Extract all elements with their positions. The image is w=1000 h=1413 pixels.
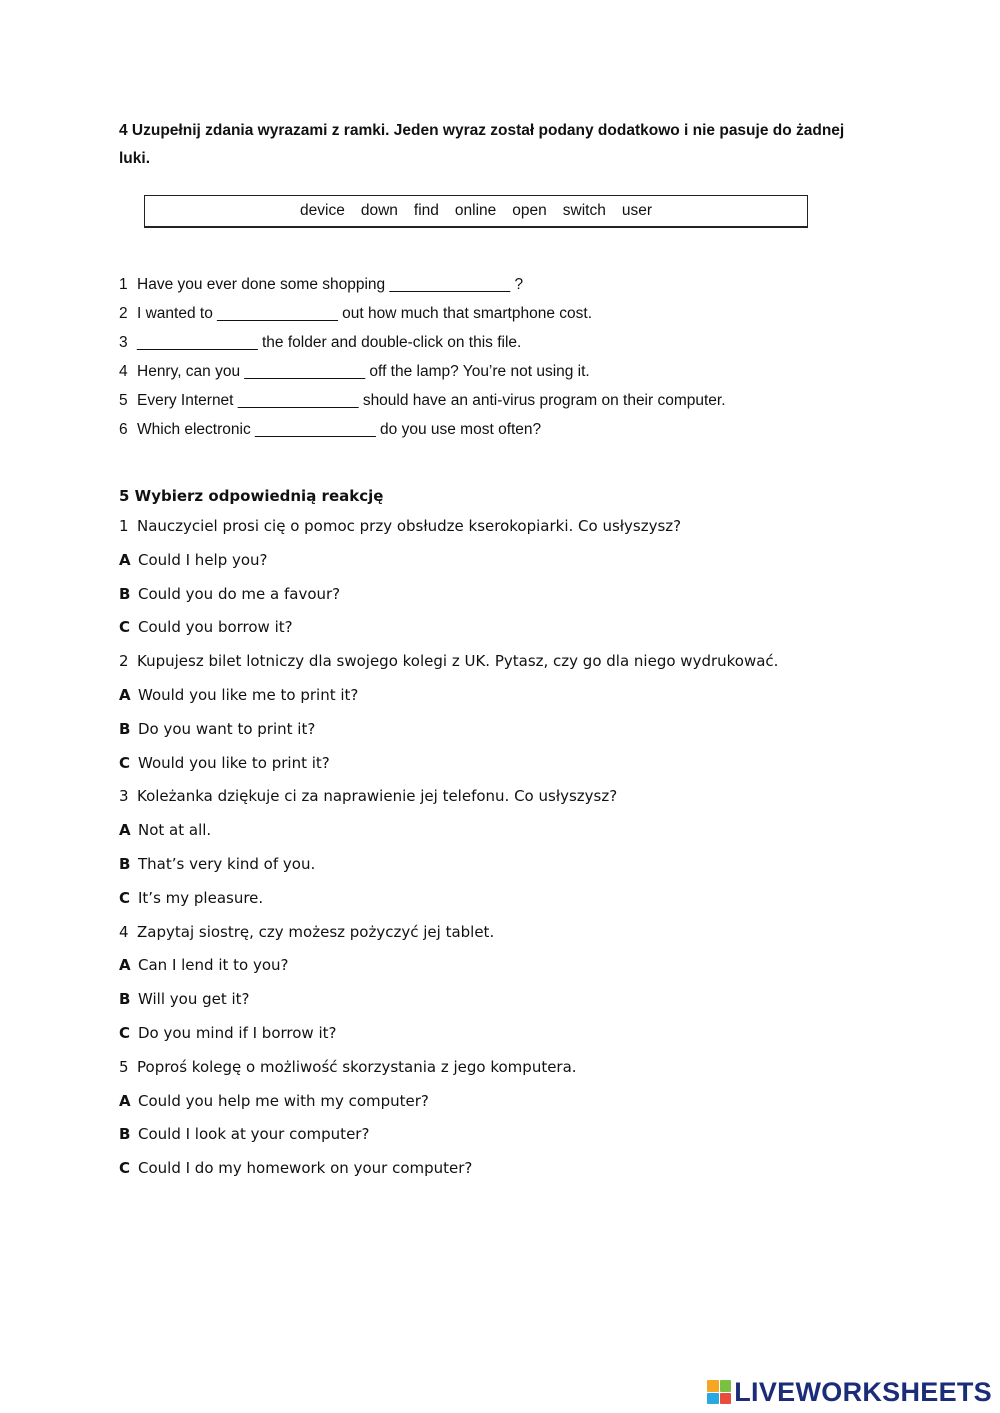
option-text: Do you mind if I borrow it? (138, 1023, 337, 1042)
gap-fill-blank[interactable]: ______________ (237, 392, 359, 409)
answer-option[interactable] (119, 814, 919, 848)
question-number: 1 (119, 517, 129, 535)
answer-option[interactable] (119, 544, 919, 578)
sentence-text-after: out how much that smartphone cost. (342, 305, 592, 322)
option-label: C (119, 618, 131, 637)
answer-option[interactable] (119, 679, 919, 713)
gap-fill-blank[interactable]: ______________ (137, 334, 258, 351)
option-label: B (119, 1125, 131, 1144)
option-text: Would you like to print it? (138, 753, 330, 772)
gap-fill-blank[interactable]: ______________ (255, 421, 376, 438)
question-number: 5 (119, 1057, 129, 1076)
answer-option[interactable] (119, 1017, 919, 1051)
question-text: Koleżanka dziękuje ci za naprawienie jej telefonu. Co usłyszysz? (137, 787, 618, 806)
sentence-number: 5 (119, 392, 128, 409)
answer-option[interactable] (119, 1152, 919, 1186)
word-box-word: open (512, 202, 547, 219)
question-number: 3 (119, 787, 129, 806)
exercise-4-heading: 4 Uzupełnij zdania wyrazami z ramki. Jeden wyraz został podany dodatkowo i nie pasuje do żadnej luki. (119, 122, 845, 167)
option-text: Could I do my homework on your computer? (138, 1159, 473, 1178)
answer-option[interactable] (119, 1085, 919, 1119)
question-prompt (119, 510, 919, 544)
option-label: A (119, 550, 131, 569)
option-label: B (119, 584, 131, 603)
answer-option[interactable] (119, 983, 919, 1017)
answer-option[interactable] (119, 611, 919, 645)
word-box-word: device (300, 202, 345, 219)
option-text: Can I lend it to you? (138, 956, 289, 975)
question-text: Poproś kolegę o możliwość skorzystania z jego komputera. (137, 1057, 577, 1076)
option-text: Will you get it? (138, 990, 250, 1009)
answer-option[interactable] (119, 1118, 919, 1152)
option-label: C (119, 1159, 131, 1178)
option-label: A (119, 821, 131, 840)
sentence-text-before: Every Internet (137, 392, 234, 409)
sentence-text-after: ? (514, 276, 524, 293)
answer-option[interactable] (119, 578, 919, 612)
option-text: Could you help me with my computer? (138, 1091, 429, 1110)
sentence-item (119, 386, 879, 415)
question-prompt (119, 645, 919, 679)
liveworksheets-logo-icon (707, 1380, 731, 1404)
answer-option[interactable] (119, 848, 919, 882)
option-label: A (119, 685, 131, 704)
liveworksheets-brand[interactable] (707, 1377, 992, 1407)
option-text: Could you do me a favour? (138, 584, 341, 603)
question-number: 4 (119, 922, 129, 941)
sentence-number: 6 (119, 421, 128, 438)
sentence-number: 4 (119, 363, 128, 380)
question-prompt (119, 1051, 919, 1085)
gap-fill-blank[interactable]: ______________ (244, 363, 366, 380)
sentence-item (119, 328, 879, 357)
option-text: Would you like me to print it? (138, 685, 359, 704)
option-label: B (119, 854, 131, 873)
sentence-text-before: Which electronic (137, 421, 251, 438)
sentence-item (119, 270, 879, 299)
sentence-text-after: the folder and double-click on this file. (262, 334, 522, 351)
question-prompt (119, 780, 919, 814)
logo-square (707, 1380, 719, 1392)
word-box-word: down (360, 202, 398, 219)
exercise-5-heading: 5 Wybierz odpowiednią reakcję (119, 487, 384, 505)
exercise-4-sentences (119, 270, 879, 444)
word-box (144, 195, 808, 228)
sentence-item (119, 357, 879, 386)
answer-option[interactable] (119, 882, 919, 916)
option-text: Do you want to print it? (138, 719, 316, 738)
question-prompt (119, 916, 919, 950)
gap-fill-blank[interactable]: ______________ (217, 305, 338, 322)
option-text: Could I look at your computer? (138, 1125, 370, 1144)
word-box-word: find (413, 202, 439, 219)
option-label: B (119, 719, 131, 738)
sentence-item (119, 415, 879, 444)
logo-square (720, 1380, 732, 1392)
sentence-text-after: should have an anti-virus program on their computer. (362, 392, 726, 409)
option-text: Could you borrow it? (138, 618, 293, 637)
gap-fill-blank[interactable]: ______________ (389, 276, 511, 293)
brand-name: LIVEWORKSHEETS (734, 1377, 992, 1407)
option-label: A (119, 1091, 131, 1110)
option-label: C (119, 1023, 131, 1042)
sentence-number: 2 (119, 305, 128, 322)
exercise-5-questions (119, 510, 919, 1186)
question-text: Nauczyciel prosi cię o pomoc przy obsłudze kserokopiarki. Co usłyszysz? (137, 517, 682, 535)
option-text: Not at all. (138, 821, 212, 840)
logo-square (707, 1393, 719, 1405)
sentence-text-before: Have you ever done some shopping (137, 276, 386, 293)
option-text: Could I help you? (138, 550, 268, 569)
option-text: That’s very kind of you. (138, 854, 316, 873)
answer-option[interactable] (119, 713, 919, 747)
option-label: C (119, 753, 131, 772)
word-box-word: online (454, 202, 497, 219)
answer-option[interactable] (119, 747, 919, 781)
option-label: A (119, 956, 131, 975)
sentence-text-before: Henry, can you (137, 363, 241, 380)
answer-option[interactable] (119, 949, 919, 983)
exercise-5 (119, 482, 919, 1186)
option-label: C (119, 888, 131, 907)
question-text: Kupujesz bilet lotniczy dla swojego kolegi z UK. Pytasz, czy go dla niego wydrukować. (137, 652, 779, 671)
option-label: B (119, 990, 131, 1009)
option-text: It’s my pleasure. (138, 888, 264, 907)
word-box-word: switch (562, 202, 606, 219)
question-number: 2 (119, 652, 129, 671)
logo-square (720, 1393, 732, 1405)
sentence-number: 3 (119, 334, 128, 351)
sentence-text-before: I wanted to (137, 305, 213, 322)
word-box-word: user (621, 202, 652, 219)
sentence-text-after: do you use most often? (380, 421, 542, 438)
sentence-item (119, 299, 879, 328)
question-text: Zapytaj siostrę, czy możesz pożyczyć jej tablet. (137, 922, 495, 941)
sentence-number: 1 (119, 276, 128, 293)
sentence-text-after: off the lamp? You’re not using it. (369, 363, 590, 380)
